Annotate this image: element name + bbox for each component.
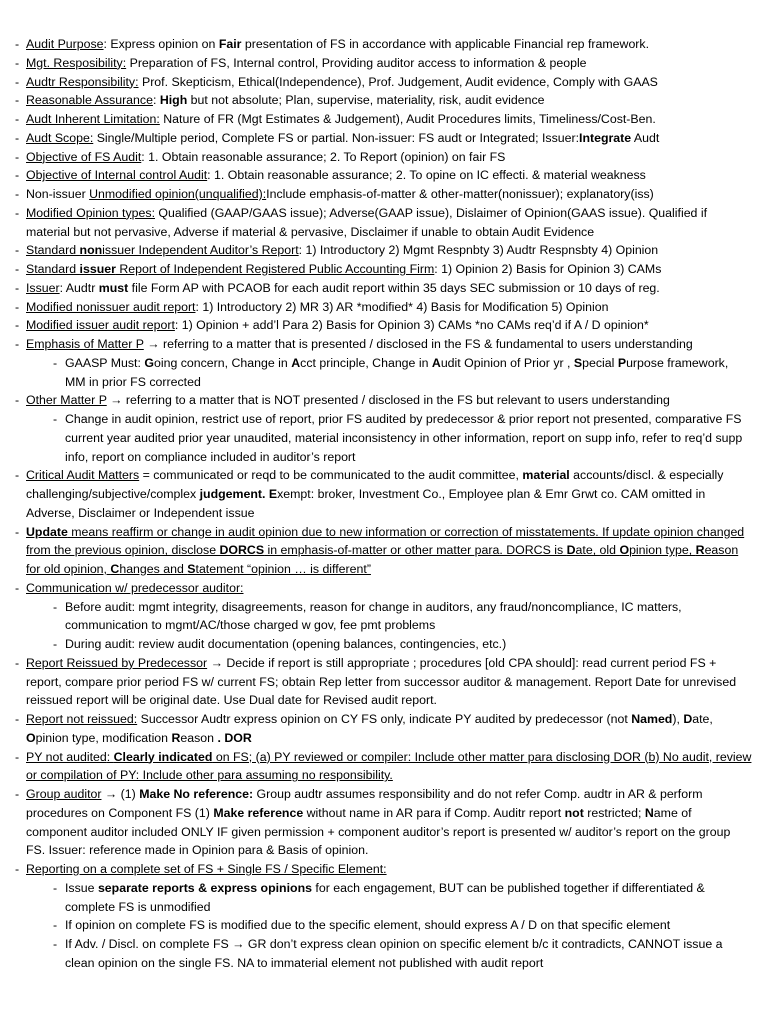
underlined-run bbox=[187, 562, 195, 576]
text-run: O bbox=[26, 730, 36, 745]
underlined-run bbox=[26, 393, 107, 407]
text-run: → referring to a matter that is presented / disclosed in the FS & fundamental to users understanding bbox=[143, 337, 693, 351]
bullet-item bbox=[15, 785, 752, 860]
text-run: Group audtr assumes responsibility and do not refer Comp. audtr in AR & perform procedures on Component FS (1) bbox=[26, 787, 703, 820]
bold-run bbox=[291, 356, 300, 370]
text-run: Reporting on a complete set of FS + Single FS / Specific Element: bbox=[26, 862, 387, 876]
text-run: R bbox=[171, 730, 181, 745]
text-run: Standard bbox=[26, 243, 80, 258]
text-run: eason for old opinion, bbox=[26, 543, 739, 576]
bullet-item bbox=[15, 166, 752, 185]
text-run: Mgt. Resposibility: bbox=[26, 55, 127, 70]
underlined-run bbox=[26, 300, 195, 314]
underlined-run bbox=[264, 543, 567, 557]
text-run: Single/Multiple period, Complete FS or partial. Non-issuer: FS audt or Integrated; Issuer: bbox=[93, 130, 580, 145]
text-run: issuer Independent Auditor’s Report bbox=[102, 243, 299, 258]
text-run: on FS; (a) PY reviewed or compiler: Include other matter para disclosing DOR (b) No audit, review or compilation of PY: Include other para assuming no responsibility. bbox=[26, 749, 752, 783]
bullet-item bbox=[15, 54, 752, 73]
text-run: Other Matter P bbox=[26, 393, 107, 408]
text-run: : 1) Opinion + add’l Para 2) Basis for Opinion 3) CAMs *no CAMs req’d if A / D opinion* bbox=[174, 318, 649, 333]
underlined-run bbox=[26, 656, 207, 670]
text-run: Successor Audtr express opinion on CY FS only, indicate PY audited by predecessor (not bbox=[137, 712, 632, 726]
text-run: Issuer bbox=[26, 280, 60, 295]
text-run: for each engagement, BUT can be published together if differentiated & complete FS is unmodified bbox=[65, 880, 705, 914]
underlined-run bbox=[696, 543, 705, 557]
text-run: : Audtr bbox=[59, 280, 99, 295]
bullet-item bbox=[15, 710, 752, 748]
bold-run bbox=[99, 281, 129, 295]
underlined-run bbox=[567, 543, 576, 557]
text-run: : Express opinion on bbox=[103, 37, 219, 51]
text-run: udit Opinion of Prior yr , bbox=[440, 355, 574, 370]
text-run: Audt Scope: bbox=[26, 130, 94, 145]
text-run: O bbox=[619, 543, 630, 558]
text-run: . DOR bbox=[217, 730, 252, 745]
text-run: separate reports & express opinions bbox=[97, 880, 312, 895]
bullet-item bbox=[15, 316, 752, 335]
bold-run bbox=[683, 712, 692, 726]
text-run: : bbox=[152, 93, 160, 108]
text-run: Emphasis of Matter P bbox=[26, 337, 144, 351]
underlined-run bbox=[629, 543, 696, 557]
bold-run bbox=[432, 356, 441, 370]
bullet-item bbox=[15, 654, 752, 710]
text-run: → referring to a matter that is NOT presented / disclosed in the FS but relevant to users understanding bbox=[106, 393, 670, 408]
bold-run bbox=[522, 468, 569, 482]
text-run: urpose framework, MM in prior FS corrected bbox=[65, 355, 729, 389]
text-run: Modified nonissuer audit report bbox=[26, 299, 196, 314]
text-run: not bbox=[564, 805, 584, 820]
text-run: Critical Audit Matters bbox=[26, 468, 140, 483]
text-run: Standard bbox=[26, 262, 80, 276]
text-run: G bbox=[144, 355, 154, 370]
underlined-run bbox=[26, 243, 80, 257]
bullet-item bbox=[15, 279, 752, 298]
text-run: : 1. Obtain reasonable assurance; 2. To opine on IC effecti. & material weakness bbox=[207, 168, 646, 183]
text-run: Report not reissued: bbox=[26, 712, 138, 726]
underlined-run bbox=[220, 543, 265, 557]
bullet-item bbox=[15, 241, 752, 260]
underlined-run bbox=[26, 468, 139, 482]
text-run: = communicated or reqd to be communicated to the audit committee, bbox=[139, 468, 523, 483]
text-run: pecial bbox=[582, 355, 618, 370]
text-run: S bbox=[573, 355, 583, 370]
text-run: Reasonable Assurance bbox=[26, 93, 153, 108]
bold-run bbox=[219, 37, 242, 51]
sub-bullet-item bbox=[15, 598, 752, 636]
underlined-run bbox=[26, 56, 126, 70]
text-run: Audt Inherent Limitation: bbox=[26, 112, 160, 126]
bullet-item bbox=[15, 466, 752, 522]
text-run: : bbox=[106, 749, 114, 764]
underlined-run bbox=[80, 262, 116, 276]
underlined-run bbox=[619, 543, 629, 557]
underlined-run bbox=[26, 112, 160, 126]
text-run: Change in audit opinion, restrict use of report, prior FS audited by predecessor & prior report not presented, comparative FS current year audited prior year unaudited, material inconsistency in other information, report on supp info, refer to req’d supp info, report on compliance included in auditor’s report bbox=[65, 412, 743, 464]
bullet-item bbox=[15, 91, 752, 110]
text-run: material bbox=[522, 468, 570, 483]
text-run: PY not audited bbox=[26, 749, 107, 764]
text-run: During audit: review audit documentation (opening balances, contingencies, etc.) bbox=[65, 637, 507, 651]
bullet-item bbox=[15, 129, 752, 148]
text-run: Before audit: mgmt integrity, disagreements, reason for change in auditors, any fraud/noncompliance, IC matters, communication to mgmt/AC/those charged w gov, fee pmt problems bbox=[65, 599, 682, 633]
bold-run bbox=[114, 750, 213, 764]
bold-run bbox=[574, 356, 582, 370]
text-run: oing concern, Change in bbox=[153, 355, 292, 370]
underlined-run bbox=[26, 862, 387, 876]
text-run: Qualified (GAAP/GAAS issue); Adverse(GAAP issue), Dislaimer of Opinion(GAAS issue). Qualified if material but not pervasive, Adverse if material & pervasive, Disclaimer if unable to obtain Audit Evidence bbox=[26, 205, 708, 239]
text-run: Fair bbox=[218, 37, 242, 51]
text-run: A bbox=[431, 355, 441, 370]
text-run: restricted; bbox=[583, 805, 645, 820]
bold-run bbox=[619, 543, 629, 557]
text-run: Integrate bbox=[579, 130, 632, 145]
text-run: eason bbox=[180, 730, 218, 745]
underlined-run bbox=[26, 281, 60, 295]
underlined-run bbox=[26, 581, 244, 595]
underlined-run bbox=[110, 562, 119, 576]
text-run: Modified issuer audit report bbox=[26, 318, 175, 333]
underlined-run bbox=[80, 243, 103, 257]
text-run: means reaffirm or change in audit opinion due to new information or correction of misstatements. If update opinion changed from the previous opinion, disclose bbox=[26, 524, 745, 558]
bold-run bbox=[139, 787, 253, 801]
text-run: C bbox=[110, 562, 120, 576]
text-run: Make No reference: bbox=[139, 787, 254, 801]
text-run: Audt bbox=[631, 130, 660, 145]
text-run: Communication w/ predecessor auditor: bbox=[26, 580, 244, 595]
underlined-run bbox=[26, 750, 107, 764]
text-run: issuer bbox=[79, 262, 116, 276]
text-run: DORCS bbox=[219, 543, 265, 558]
text-run: Unmodified opinion(unqualified): bbox=[89, 187, 267, 201]
underlined-run bbox=[119, 562, 187, 576]
text-run: non bbox=[79, 243, 103, 258]
bullet-item bbox=[15, 73, 752, 92]
text-run: Include emphasis-of-matter & other-matter(nonissuer); explanatory(iss) bbox=[266, 187, 654, 201]
bullet-item bbox=[15, 335, 752, 354]
bold-run bbox=[80, 262, 116, 276]
sub-bullet-item bbox=[15, 354, 752, 392]
text-run: : 1) Introductory 2) MR 3) AR *modified* 4) Basis for Modification 5) Opinion bbox=[195, 299, 609, 314]
bullet-item bbox=[15, 110, 752, 129]
underlined-run bbox=[89, 187, 266, 201]
text-run: but not absolute; Plan, supervise, materiality, risk, audit evidence bbox=[187, 93, 545, 108]
text-run: → Decide if report is still appropriate ; procedures [old CPA should]: read current period FS + report, compare prior period FS w/ current FS; obtain Rep letter from successor auditor & management. Report Date for unrevised reissued report will be original date. Use Dual date for Revised audit report. bbox=[26, 655, 737, 708]
text-run: : 1) Introductory 2) Mgmt Respnbty 3) Audtr Respnsbty 4) Opinion bbox=[298, 243, 659, 258]
underlined-run bbox=[116, 262, 434, 276]
sub-bullet-item bbox=[15, 410, 752, 466]
bullet-item bbox=[15, 391, 752, 410]
underlined-run bbox=[26, 337, 144, 351]
bullet-item bbox=[15, 523, 752, 579]
sub-bullet-item bbox=[15, 879, 752, 917]
text-run: : 1) Opinion 2) Basis for Opinion 3) CAMs bbox=[434, 262, 662, 276]
text-run: → (1) bbox=[101, 787, 140, 801]
underlined-run bbox=[576, 543, 620, 557]
text-run: D bbox=[683, 712, 693, 726]
bold-run bbox=[567, 543, 576, 557]
text-run: pinion type, bbox=[629, 543, 696, 558]
sub-bullet-item bbox=[15, 635, 752, 654]
bold-run bbox=[220, 543, 265, 557]
underlined-run bbox=[107, 750, 114, 764]
text-run: Audit Purpose bbox=[26, 37, 104, 51]
text-run: High bbox=[159, 93, 188, 108]
bullet-item bbox=[15, 35, 752, 54]
text-run: accounts/discl. & especially challenging/subjective/complex bbox=[26, 468, 724, 501]
text-run: Prof. Skepticism, Ethical(Independence), Prof. Judgement, Audit evidence, Comply with GAAS bbox=[138, 74, 658, 89]
bullet-item bbox=[15, 748, 752, 786]
text-run: Objective of Internal control Audit bbox=[26, 168, 208, 183]
text-run: Objective of FS Audit bbox=[26, 149, 142, 164]
text-run: Named bbox=[631, 712, 673, 726]
text-run: : 1. Obtain reasonable assurance; 2. To Report (opinion) on fair FS bbox=[141, 149, 506, 164]
text-run: Issue bbox=[65, 880, 98, 895]
bold-run bbox=[26, 731, 36, 745]
bold-run bbox=[187, 562, 195, 576]
underlined-run bbox=[26, 206, 155, 220]
text-run: If Adv. / Discl. on complete FS → GR don’t express clean opinion on specific element b/c it contradicts, CANNOT issue a clean opinion on the single FS. NA to immaterial element not published with audit report bbox=[65, 937, 723, 970]
text-run: ame of component auditor included ONLY IF given permission + component auditor’s report is presented w/ auditor’s report on the group FS. Issuer: reference made in Opinion para & Basis of opinion. bbox=[26, 805, 731, 858]
underlined-run bbox=[102, 243, 299, 257]
bold-run bbox=[200, 487, 278, 501]
bullet-item bbox=[15, 298, 752, 317]
bullet-item bbox=[15, 579, 752, 598]
underlined-run bbox=[26, 787, 101, 801]
bold-run bbox=[631, 712, 672, 726]
text-run: GAASP Must: bbox=[65, 355, 145, 370]
text-run: cct principle, Change in bbox=[300, 355, 432, 370]
bullet-item bbox=[15, 148, 752, 167]
bullet-item bbox=[15, 260, 752, 279]
text-run: hanges and bbox=[119, 562, 188, 576]
text-run: Preparation of FS, Internal control, Providing auditor access to information & people bbox=[126, 55, 587, 70]
bold-run bbox=[217, 731, 251, 745]
bold-run bbox=[213, 806, 303, 820]
text-run: Make reference bbox=[213, 805, 304, 820]
underlined-run bbox=[26, 131, 93, 145]
underlined-run bbox=[26, 318, 175, 332]
text-run: tatement “opinion … is different” bbox=[195, 562, 371, 576]
text-run: Group auditor bbox=[26, 787, 102, 801]
underlined-run bbox=[26, 168, 207, 182]
text-run: N bbox=[644, 805, 654, 820]
bold-run bbox=[579, 131, 631, 145]
underlined-run bbox=[26, 150, 141, 164]
bold-run bbox=[160, 93, 187, 107]
text-run: Modified Opinion types: bbox=[26, 205, 155, 220]
text-run: pinion type, modification bbox=[35, 730, 172, 745]
text-run: in emphasis-of-matter or other matter para. DORCS is bbox=[264, 543, 567, 558]
text-run: Non-issuer bbox=[26, 187, 90, 201]
text-run: file Form AP with PCAOB for each audit report within 35 days SEC submission or 10 days of reg. bbox=[128, 280, 660, 295]
underlined-run bbox=[26, 525, 68, 539]
underlined-run bbox=[26, 712, 137, 726]
underlined-run bbox=[114, 750, 213, 764]
sub-bullet-item bbox=[15, 916, 752, 935]
bold-run bbox=[696, 543, 705, 557]
text-run: presentation of FS in accordance with applicable Financial rep framework. bbox=[241, 37, 650, 51]
text-run: If opinion on complete FS is modified due to the specific element, should express A / D on that specific element bbox=[65, 918, 671, 933]
sub-bullet-item bbox=[15, 935, 752, 973]
text-run: xempt: broker, Investment Co., Employee plan & Emr Grwt co. CAM omitted in Adverse, Disclaimer or Independent issue bbox=[26, 487, 706, 520]
text-run: Audtr Responsibility: bbox=[26, 74, 139, 89]
text-run: Clearly indicated bbox=[113, 749, 213, 764]
bold-run bbox=[645, 806, 654, 820]
text-run: ), bbox=[672, 712, 684, 726]
text-run: judgement. E bbox=[199, 487, 278, 501]
text-run: without name in AR para if Comp. Auditr report bbox=[303, 805, 565, 820]
bullet-item bbox=[15, 185, 752, 204]
text-run: P bbox=[617, 355, 627, 370]
bold-run bbox=[26, 525, 68, 539]
bold-run bbox=[144, 356, 154, 370]
text-run: Update bbox=[26, 524, 68, 539]
bold-run bbox=[565, 806, 584, 820]
bold-run bbox=[80, 243, 103, 257]
underlined-run bbox=[26, 37, 104, 51]
text-run: D bbox=[566, 543, 576, 558]
text-run: S bbox=[187, 562, 196, 576]
bold-run bbox=[110, 562, 119, 576]
text-run: Nature of FR (Mgt Estimates & Judgement), Audit Procedures limits, Timeliness/Cost-Ben. bbox=[159, 112, 656, 126]
bullet-item bbox=[15, 860, 752, 879]
underlined-run bbox=[26, 262, 80, 276]
text-run: ate, bbox=[692, 712, 713, 726]
underlined-run bbox=[26, 93, 153, 107]
text-run: must bbox=[98, 280, 129, 295]
underlined-run bbox=[196, 562, 371, 576]
text-run: R bbox=[695, 543, 705, 558]
text-run: Report of Independent Registered Public Accounting Firm bbox=[115, 262, 435, 276]
bold-run bbox=[98, 881, 312, 895]
bold-run bbox=[618, 356, 626, 370]
bullet-item bbox=[15, 204, 752, 242]
text-run: A bbox=[291, 355, 301, 370]
text-run: ate, old bbox=[575, 543, 620, 558]
underlined-run bbox=[26, 75, 139, 89]
text-run: Report Reissued by Predecessor bbox=[26, 655, 208, 670]
